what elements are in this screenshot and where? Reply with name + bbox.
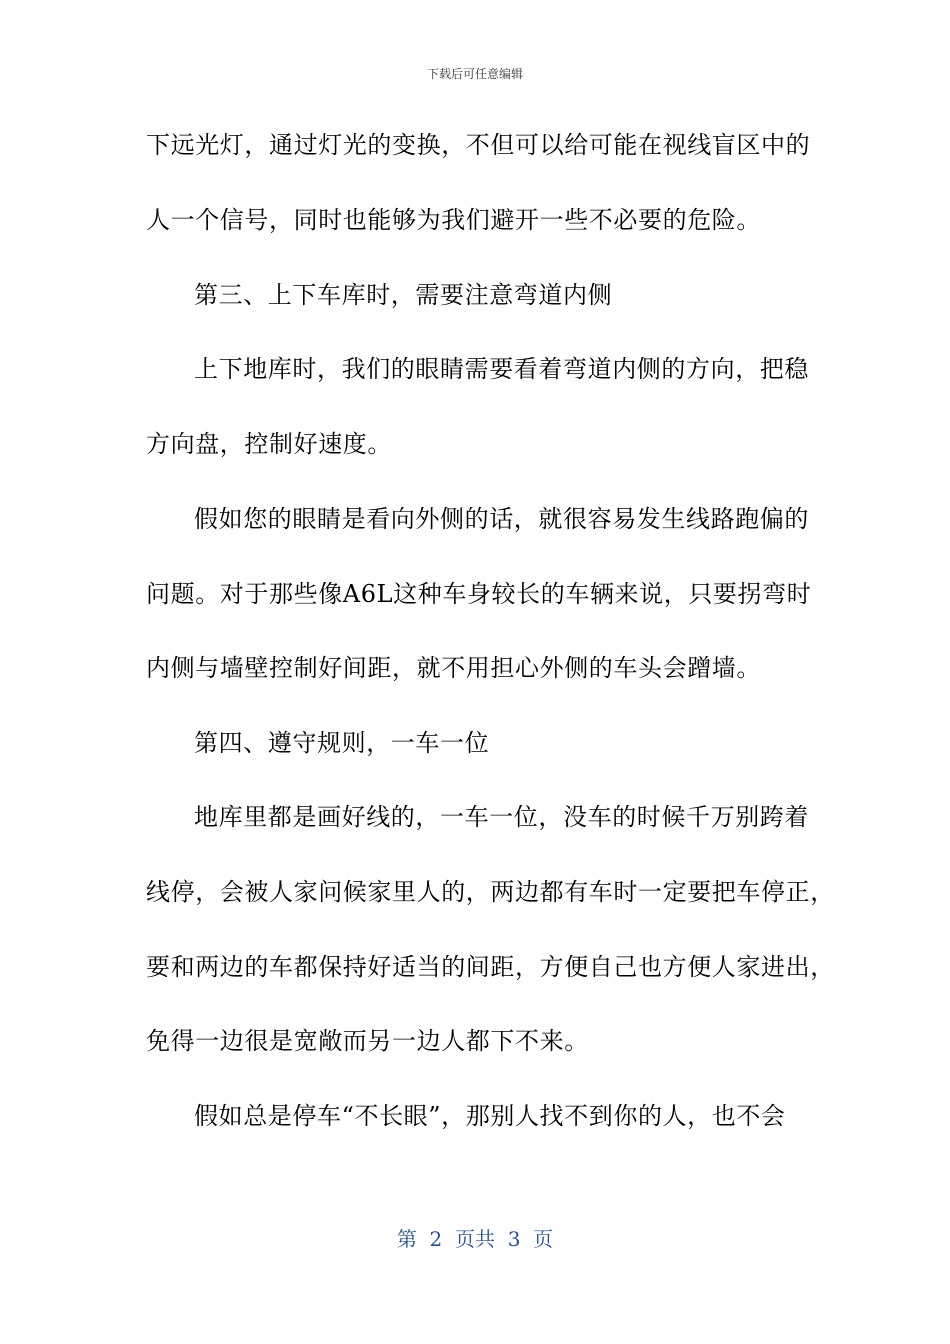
body-line: 线停，会被人家问候家里人的，两边都有车时一定要把车停正， (146, 878, 835, 906)
body-line: 人一个信号，同时也能够为我们避开一些不必要的危险。 (146, 206, 761, 234)
body-line: 内侧与墙壁控制好间距，就不用担心外侧的车头会蹭墙。 (146, 654, 761, 682)
page-header: 下载后可任意编辑 (426, 67, 523, 81)
body-line: 假如总是停车“不长眼”，那别人找不到你的人，也不会 (194, 1102, 786, 1130)
section-heading: 第三、上下车库时，需要注意弯道内侧 (194, 281, 613, 309)
body-line: 免得一边很是宽敞而另一边人都下不来。 (146, 1027, 589, 1055)
body-line: 要和两边的车都保持好适当的间距，方便自己也方便人家进出， (146, 953, 835, 981)
section-heading: 第四、遵守规则，一车一位 (194, 729, 490, 757)
body-line: 上下地库时，我们的眼睛需要看着弯道内侧的方向，把稳 (194, 355, 809, 383)
body-line: 地库里都是画好线的，一车一位，没车的时候千万别跨着 (194, 803, 809, 831)
body-line: 问题。对于那些像A6L这种车身较长的车辆来说，只要拐弯时 (146, 580, 812, 608)
body-line: 下远光灯，通过灯光的变换，不但可以给可能在视线盲区中的 (146, 131, 811, 159)
body-line: 假如您的眼睛是看向外侧的话，就很容易发生线路跑偏的 (194, 505, 809, 533)
page-number-footer: 第 2 页共 3 页 (396, 1227, 554, 1251)
body-line: 方向盘，控制好速度。 (146, 430, 392, 458)
